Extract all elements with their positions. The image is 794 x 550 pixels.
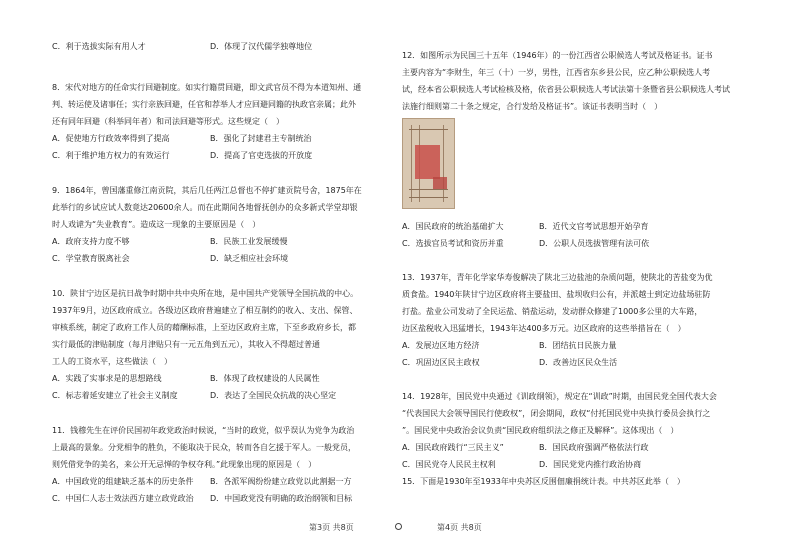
q13-option-c: C．巩固边区民主政权 bbox=[402, 358, 480, 367]
q12-line-1: 12．如图所示为民国三十五年（1946年）的一份江西省公职候选人考试及格证书。证书 bbox=[402, 51, 713, 60]
q7-option-c: C．利于选拔实际有用人才 bbox=[52, 42, 146, 51]
q12-option-a: A．国民政府的统治基础扩大 bbox=[402, 222, 504, 231]
q8-line-1: 8．宋代对地方的任命实行回避制度。如实行籍贯回避，即文武官员不得为本道知州、通 bbox=[52, 83, 362, 92]
q12-option-c: C．选拔官员考试和资历并重 bbox=[402, 239, 504, 248]
q13-line-3: 打盐。盐业公司发动了全民运盐、销盐运动，发动群众修建了1000多公里的大车路， bbox=[402, 307, 703, 316]
q9-option-b: B．民族工业发展缓慢 bbox=[210, 237, 288, 246]
q10-option-b: B．体现了政权建设的人民属性 bbox=[210, 374, 320, 383]
q13-option-b: B．团结抗日民族力量 bbox=[539, 341, 617, 350]
q9-option-c: C．学堂教育脱离社会 bbox=[52, 254, 130, 263]
q12-line-2: 主要内容为“李财生，年三（十）一岁，男性，江西省东乡县公民，应乙种公职候选人考 bbox=[402, 68, 711, 77]
binding-circle-icon bbox=[395, 523, 402, 530]
q10-line-3: 审核系统，制定了政府工作人员的藉酬标准，上至边区政府主席，下至乡政府乡长，都 bbox=[52, 323, 356, 332]
q12-option-b: B．近代文官考试思想开始孕育 bbox=[539, 222, 649, 231]
q8-line-2: 判、转运使及诸事任；实行亲族回避，任官和荐举人才应回避同籍的执政官亲属；此外 bbox=[52, 100, 356, 109]
page-number-right: 第4页 共8页 bbox=[437, 523, 482, 532]
certificate-stamp bbox=[433, 177, 447, 189]
q14-line-1: 14．1928年，国民党中央通过《训政纲领》，规定在“训政”时期，由国民党全国代表大会 bbox=[402, 392, 717, 401]
q14-option-a: A．国民政府践行“三民主义” bbox=[402, 443, 504, 452]
q10-line-4: 实行最低的津贴制度（每月津贴只有一元五角到五元），其收入不得超过普通 bbox=[52, 340, 320, 349]
q13-line-1: 13．1937年，青年化学家华寿俊解决了陕北三边盐池的杂质问题，使陕北的苦盐变为优 bbox=[402, 273, 713, 282]
q8-line-3: 还有同年回避（科举同年者）和司法回避等形式。这些规定（ ） bbox=[52, 117, 284, 126]
q11-line-3: 则凭借党争的美名，来公开无忌惮的争权夺利。”此现象出现的原因是（ ） bbox=[52, 460, 317, 469]
q8-option-d: D．提高了官吏选拔的开放度 bbox=[210, 151, 313, 160]
q11-option-a: A．中国政党的组建缺乏基本的历史条件 bbox=[52, 477, 194, 486]
q10-option-a: A．实践了实事求是的思想路线 bbox=[52, 374, 162, 383]
q8-option-a: A．促使地方行政效率得到了提高 bbox=[52, 134, 170, 143]
q8-option-c: C．利于维护地方权力的有效运行 bbox=[52, 151, 170, 160]
page-number-left: 第3页 共8页 bbox=[309, 523, 354, 532]
q8-option-b: B．强化了封建君主专制统治 bbox=[210, 134, 312, 143]
q9-line-1: 9．1864年，曾国藩重修江南贡院，其后几任两江总督也不停扩建贡院号舍，1875年在 bbox=[52, 186, 362, 195]
q12-line-4: 法施行细则第二十条之规定，合行发给及格证书”。该证书表明当时（ ） bbox=[402, 102, 663, 111]
q9-option-d: D．缺乏相应社会环境 bbox=[210, 254, 289, 263]
q14-option-c: C．国民党夺人民民主权利 bbox=[402, 460, 496, 469]
left-column bbox=[52, 0, 392, 550]
q9-line-3: 时人戏谑为“失业教育”。造成这一现象的主要原因是（ ） bbox=[52, 220, 261, 229]
certificate-image bbox=[402, 118, 455, 209]
q10-line-1: 10．陕甘宁边区是抗日战争时期中共中央所在地，是中国共产党领导全国抗战的中心。 bbox=[52, 289, 359, 298]
q10-line-5: 工人的工资水平，这些做法（ ） bbox=[52, 357, 172, 366]
q14-line-2: “代表国民大会领导国民行使政权”，闭会期间，政权“付托国民党中央执行委员会执行之 bbox=[402, 409, 711, 418]
q15-line-1: 15．下面是1930年至1933年中央苏区反围佃廉捐统计表。中共苏区此举（ ） bbox=[402, 477, 685, 486]
q9-option-a: A．政府支持力度不够 bbox=[52, 237, 130, 246]
q12-option-d: D．公职人员选拔管理有法可依 bbox=[539, 239, 650, 248]
q14-option-b: B．国民政府强调严格依法行政 bbox=[539, 443, 649, 452]
q11-line-1: 11．钱穆先生在评价民国初年政党政治时候说，“当时的政党，似乎误认为党争为政治 bbox=[52, 426, 355, 435]
q11-option-d: D．中国政党没有明确的政治纲领和目标 bbox=[210, 494, 353, 503]
q10-option-c: C．标志着延安建立了社会主义制度 bbox=[52, 391, 178, 400]
q13-line-2: 质食盐。1940年陕甘宁边区政府将主要盐田、盐坝收归公有，并派越士到定边盐场驻防 bbox=[402, 290, 711, 299]
q13-line-4: 边区盐税收入迅猛增长，1943年达400多万元。边区政府的这些举措旨在（ ） bbox=[402, 324, 686, 333]
q11-line-2: 上最高的景象。分党相争的胜负，不能取决于民众，转而各自乞援于军人。一般党员， bbox=[52, 443, 356, 452]
q13-option-d: D．改善边区民众生活 bbox=[539, 358, 618, 367]
q11-option-c: C．中国仁人志士效法西方建立政党政治 bbox=[52, 494, 194, 503]
q11-option-b: B．各派军阀纷纷建立政党以此割据一方 bbox=[210, 477, 352, 486]
q12-line-3: 试，经本省公职候选人考试检核及格，依省县公职候选人考试法第十条暨省县公职候选人考试 bbox=[402, 85, 730, 94]
q14-line-3: ”。国民党中央政治会议负责“国民政府组织法之修正及解释”。这体现出（ ） bbox=[402, 426, 679, 435]
q14-option-d: D．国民党党内推行政治协商 bbox=[539, 460, 642, 469]
q7-option-d: D．体现了汉代儒学独尊地位 bbox=[210, 42, 313, 51]
certificate-seal bbox=[415, 145, 440, 179]
q13-option-a: A．发展边区地方经济 bbox=[402, 341, 480, 350]
q10-line-2: 1937年9月，边区政府成立。各级边区政府普遍建立了相互制约的收入、支出、保管、 bbox=[52, 306, 358, 315]
right-column bbox=[402, 0, 754, 550]
q9-line-2: 此举行的乡试应试人数竟达20600余人。而在此期间各地督抚创办的众多新式学堂却银 bbox=[52, 203, 358, 212]
q10-option-d: D．表达了全国民众抗战的决心坚定 bbox=[210, 391, 337, 400]
